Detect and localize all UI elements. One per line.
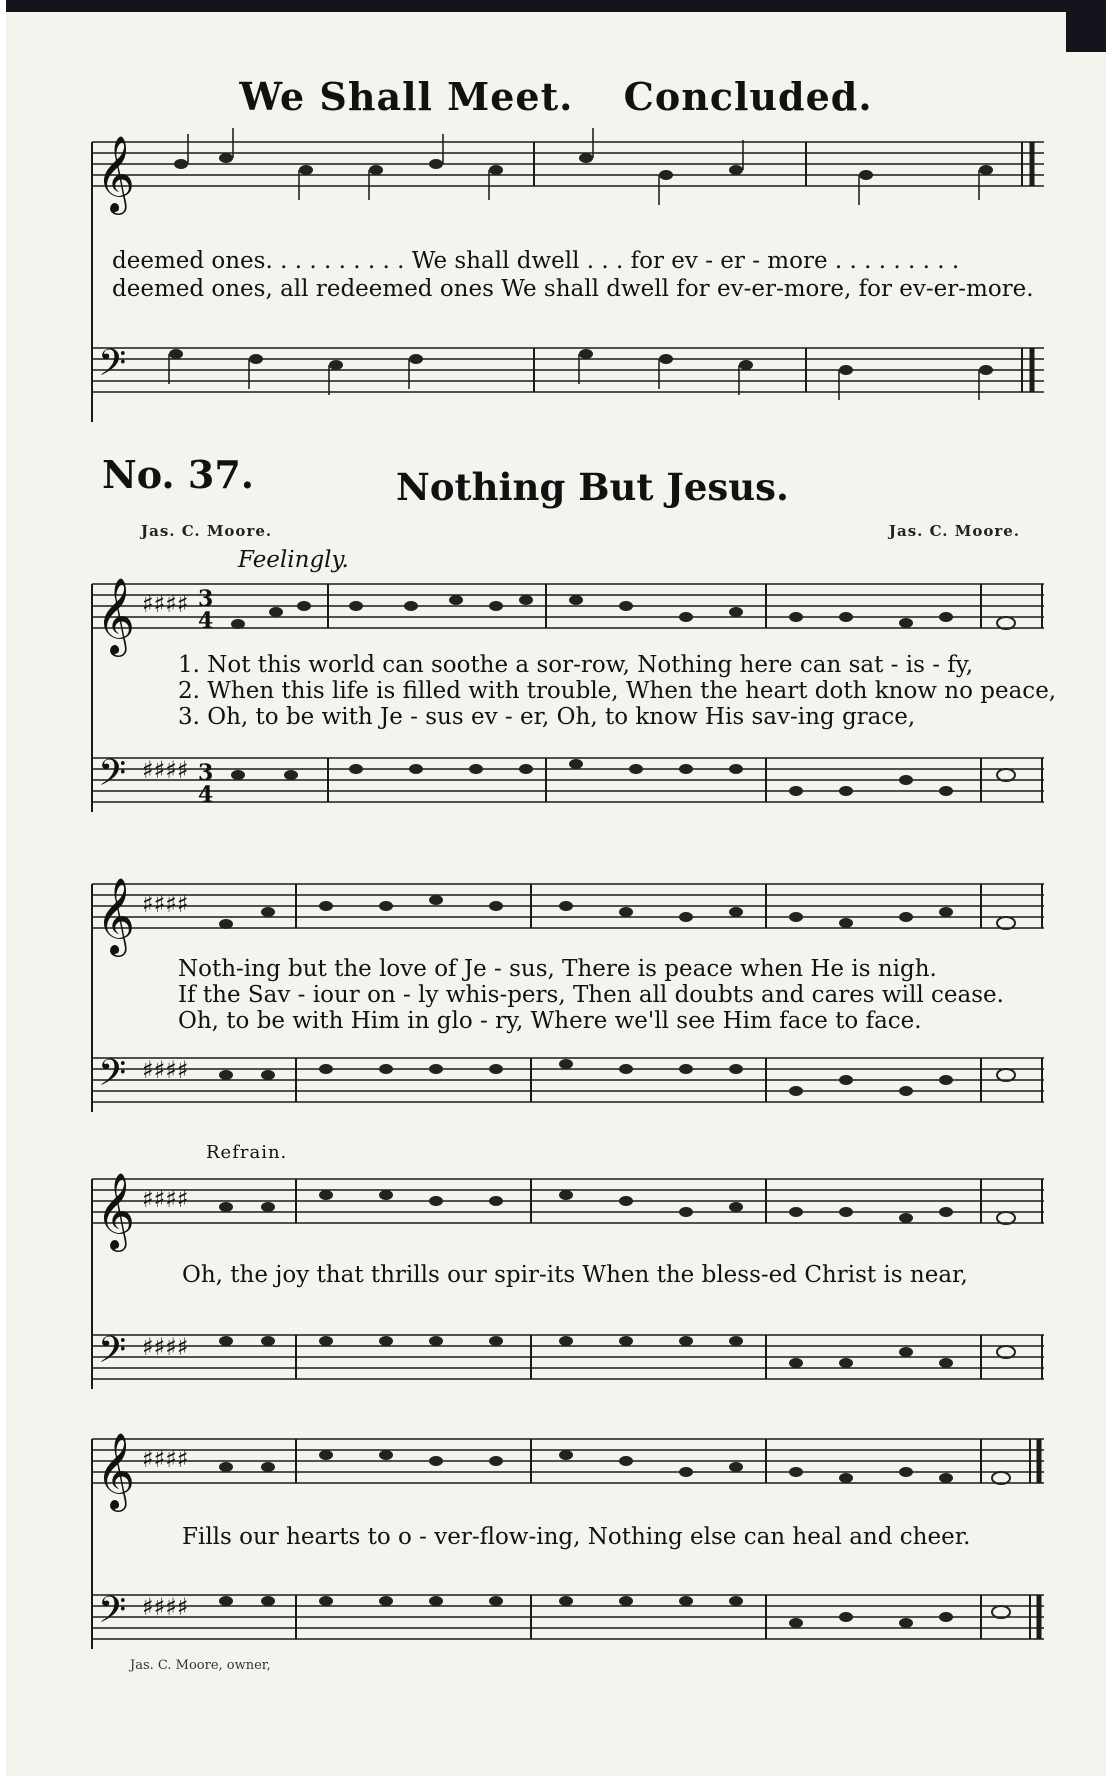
treble-clef-icon: 𝄞 xyxy=(96,1432,136,1509)
bass-key-signature: ♯♯♯♯ xyxy=(142,756,189,784)
previous-lyric-line-2: deemed ones, all redeemed ones We shall dwell for ev-er-more, for ev-er-more. xyxy=(112,276,1034,302)
previous-hymn-title: We Shall Meet. xyxy=(239,74,574,119)
time-signature-top: 3 xyxy=(198,586,214,612)
key-signature-sharps: ♯♯♯♯ xyxy=(142,1445,189,1473)
key-signature-sharps: ♯♯♯♯ xyxy=(142,590,189,618)
bass-key-signature: ♯♯♯♯ xyxy=(142,1056,189,1084)
treble-staff xyxy=(92,142,1044,186)
svg-text:3: 3 xyxy=(198,760,214,786)
hymn-number: No. 37. xyxy=(102,452,255,497)
refrain-line-1: Oh, the joy that thrills our spir-its When the bless-ed Christ is near, xyxy=(182,1262,968,1288)
hymnal-page xyxy=(6,0,1106,1776)
verse-2-line-2: If the Sav - iour on - ly whis-pers, Then all doubts and cares will cease. xyxy=(178,982,1004,1008)
bass-clef-icon: 𝄢 xyxy=(98,752,127,803)
music-credit: Jas. C. Moore. xyxy=(888,522,1020,540)
verse-1-line-2: Noth-ing but the love of Je - sus, There is peace when He is nigh. xyxy=(178,956,937,982)
bass-clef-icon: 𝄢 xyxy=(98,1052,127,1103)
bass-clef-icon: 𝄢 xyxy=(98,342,127,393)
verse-3-line-1: 3. Oh, to be with Je - sus ev - er, Oh, to know His sav-ing grace, xyxy=(178,704,916,730)
treble-clef-icon: 𝄞 xyxy=(96,1172,136,1249)
refrain-label: Refrain. xyxy=(206,1142,288,1163)
hymn-title: Nothing But Jesus. xyxy=(396,465,789,509)
treble-clef-icon: 𝄞 xyxy=(96,877,136,954)
copyright-footer: Jas. C. Moore, owner, xyxy=(130,1658,271,1673)
treble-clef-icon: 𝄞 xyxy=(96,577,136,654)
previous-lyric-line-1: deemed ones. . . . . . . . . . We shall dwell . . . for ev - er - more . . . . . . . . . xyxy=(112,248,960,274)
svg-text:4: 4 xyxy=(198,782,214,808)
verse-3-line-2: Oh, to be with Him in glo - ry, Where we'll see Him face to face. xyxy=(178,1008,922,1034)
bass-clef-icon: 𝄢 xyxy=(98,1589,127,1640)
treble-staff xyxy=(92,1439,1044,1483)
verse-1-line-1: 1. Not this world can soothe a sor-row, Nothing here can sat - is - fy, xyxy=(178,652,974,678)
treble-clef-icon: 𝄞 xyxy=(96,135,136,212)
bass-staff xyxy=(92,348,1044,392)
previous-hymn-heading xyxy=(6,74,1106,119)
bass-key-signature: ♯♯♯♯ xyxy=(142,1333,189,1361)
refrain-line-2: Fills our hearts to o - ver-flow-ing, Nothing else can heal and cheer. xyxy=(182,1524,971,1550)
words-credit: Jas. C. Moore. xyxy=(141,522,273,540)
previous-hymn-status: Concluded. xyxy=(623,74,873,119)
page-corner xyxy=(1066,12,1106,52)
time-signature-bottom: 4 xyxy=(198,608,214,634)
verse-2-line-1: 2. When this life is filled with trouble, When the heart doth know no peace, xyxy=(178,678,1057,704)
bass-key-signature: ♯♯♯♯ xyxy=(142,1593,189,1621)
bass-clef-icon: 𝄢 xyxy=(98,1329,127,1380)
tempo-marking: Feelingly. xyxy=(238,547,349,573)
key-signature-sharps: ♯♯♯♯ xyxy=(142,890,189,918)
key-signature-sharps: ♯♯♯♯ xyxy=(142,1185,189,1213)
